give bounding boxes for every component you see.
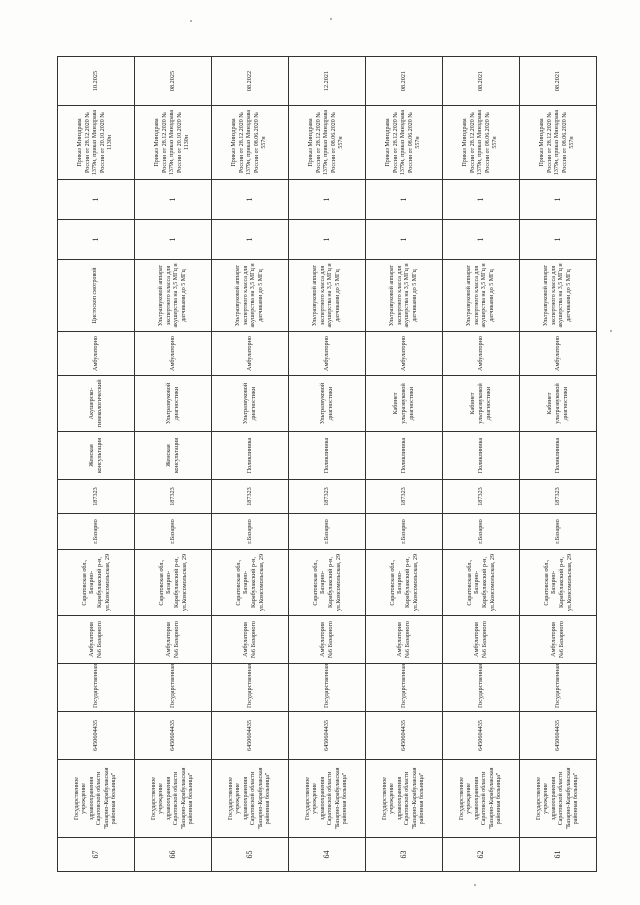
- cell-settlement: г.Базарно: [289, 514, 366, 550]
- record-row: [366, 57, 443, 872]
- cell-org: Государственное учреждение здравоохранения Саратовской области "Базарно-Карабулакская районная больница": [520, 760, 597, 838]
- cell-cabinet: Кабинет ультразвуковой диагностики: [520, 376, 597, 432]
- cell-order: Приказ Минздрава России от 28.12.2020 № 1379н, приказ Минздрава России от 08.06.2020 № 557н: [366, 106, 443, 180]
- cell-number: 63: [366, 838, 443, 872]
- cell-order: Приказ Минздрава России от 28.12.2020 № 1379н, приказ Минздрава России от 08.06.2020 № 557н: [520, 106, 597, 180]
- cell-address: Саратовская обл., Базарно-Карабулакский р-н, ул.Комсомольская, 29: [58, 550, 135, 616]
- cell-cabinet: Ультразвуковой диагностики: [212, 376, 289, 432]
- cell-settlement: г.Базарно: [520, 514, 597, 550]
- cell-number: 64: [289, 838, 366, 872]
- cell-device: Ультразвуковой аппарат экспертного класса для акушерства на 3,5 МГц и датчиками до 5 МГц: [212, 260, 289, 332]
- cell-org: Государственное учреждение здравоохранения Саратовской области "Базарно-Карабулакская районная больница": [366, 760, 443, 838]
- cell-settlement: г.Базарно: [366, 514, 443, 550]
- cell-care-type: Амбулаторно: [366, 332, 443, 376]
- cell-ownership: Государственная: [289, 664, 366, 712]
- cell-code: 187323: [212, 480, 289, 514]
- cell-ownership: Государственная: [212, 664, 289, 712]
- record-row: [135, 57, 212, 872]
- scan-speck: [474, 884, 476, 886]
- cell-number: 67: [58, 838, 135, 872]
- cell-device: Ультразвуковой аппарат экспертного класса для акушерства на 3,5 МГц и датчиками до 5 МГц: [366, 260, 443, 332]
- cell-date: 08.2021: [520, 57, 597, 106]
- cell-department: Поликлиника: [366, 432, 443, 480]
- record-row: [212, 57, 289, 872]
- cell-care-type: Амбулаторно: [443, 332, 520, 376]
- cell-department: Поликлиника: [520, 432, 597, 480]
- cell-inn: 6450604435: [58, 712, 135, 760]
- cell-cabinet: Ультразвуковой диагностики: [135, 376, 212, 432]
- cell-qty-present: 1: [520, 180, 597, 220]
- cell-org: Государственное учреждение здравоохранения Саратовской области "Базарно-Карабулакская районная больница": [58, 760, 135, 838]
- record-row: [289, 57, 366, 872]
- cell-care-type: Амбулаторно: [289, 332, 366, 376]
- cell-qty-required: 1: [135, 220, 212, 260]
- cell-device: Ультразвуковой аппарат экспертного класса для акушерства на 3,5 МГц и датчиками до 5 МГц: [135, 260, 212, 332]
- cell-department: Поликлиника: [443, 432, 520, 480]
- cell-settlement: г.Базарно: [443, 514, 520, 550]
- cell-unit: Амбулатория №6 Базарного: [289, 616, 366, 664]
- cell-cabinet: Ультразвуковой диагностики: [289, 376, 366, 432]
- cell-ownership: Государственная: [135, 664, 212, 712]
- cell-address: Саратовская обл., Базарно-Карабулакский р-н, ул.Комсомольская, 29: [289, 550, 366, 616]
- cell-unit: Амбулатория №6 Базарного: [443, 616, 520, 664]
- cell-order: Приказ Минздрава России от 28.12.2020 № 1379н, приказ Минздрава России от 20.10.2020 № 1130н: [58, 106, 135, 180]
- cell-unit: Амбулатория №6 Базарного: [58, 616, 135, 664]
- cell-code: 187323: [289, 480, 366, 514]
- cell-address: Саратовская обл., Базарно-Карабулакский р-н, ул.Комсомольская, 29: [443, 550, 520, 616]
- cell-org: Государственное учреждение здравоохранения Саратовской области "Базарно-Карабулакская районная больница": [289, 760, 366, 838]
- cell-qty-required: 1: [289, 220, 366, 260]
- cell-order: Приказ Минздрава России от 28.12.2020 № 1379н, приказ Минздрава России от 08.06.2020 № 557н: [443, 106, 520, 180]
- cell-unit: Амбулатория №6 Базарного: [366, 616, 443, 664]
- cell-date: 10.2025: [58, 57, 135, 106]
- cell-care-type: Амбулаторно: [58, 332, 135, 376]
- cell-date: 08.2021: [443, 57, 520, 106]
- cell-ownership: Государственная: [520, 664, 597, 712]
- cell-device: Ультразвуковой аппарат экспертного класса для акушерства на 3,5 МГц и датчиками до 5 МГц: [443, 260, 520, 332]
- cell-ownership: Государственная: [443, 664, 520, 712]
- cell-order: Приказ Минздрава России от 28.12.2020 № 1379н, приказ Минздрава России от 08.06.2020 № 557н: [212, 106, 289, 180]
- cell-unit: Амбулатория №6 Базарного: [520, 616, 597, 664]
- cell-cabinet: Кабинет ультразвуковой диагностики: [366, 376, 443, 432]
- cell-qty-present: 1: [135, 180, 212, 220]
- cell-inn: 6450604435: [366, 712, 443, 760]
- cell-date: 08.2022: [212, 57, 289, 106]
- cell-qty-required: 1: [212, 220, 289, 260]
- cell-address: Саратовская обл., Базарно-Карабулакский р-н, ул.Комсомольская, 29: [135, 550, 212, 616]
- cell-unit: Амбулатория №6 Базарного: [135, 616, 212, 664]
- cell-order: Приказ Минздрава России от 28.12.2020 № 1379н, приказ Минздрава России от 20.10.2020 № 1130н: [135, 106, 212, 180]
- record-row: [58, 57, 135, 872]
- cell-qty-required: 1: [443, 220, 520, 260]
- cell-device: Ультразвуковой аппарат экспертного класса для акушерства на 3,5 МГц и датчиками до 5 МГц: [289, 260, 366, 332]
- cell-settlement: г.Базарно: [58, 514, 135, 550]
- cell-org: Государственное учреждение здравоохранения Саратовской области "Базарно-Карабулакская районная больница": [212, 760, 289, 838]
- cell-number: 62: [443, 838, 520, 872]
- cell-code: 187323: [58, 480, 135, 514]
- scan-speck: [190, 20, 192, 22]
- cell-org: Государственное учреждение здравоохранения Саратовской области "Базарно-Карабулакская районная больница": [135, 760, 212, 838]
- scan-speck: [330, 18, 332, 20]
- cell-code: 187323: [520, 480, 597, 514]
- cell-qty-required: 1: [366, 220, 443, 260]
- cell-qty-required: 1: [58, 220, 135, 260]
- cell-qty-present: 1: [58, 180, 135, 220]
- cell-device: Ультразвуковой аппарат экспертного класса для акушерства на 3,5 МГц и датчиками до 5 МГц: [520, 260, 597, 332]
- cell-code: 187323: [366, 480, 443, 514]
- cell-org: Государственное учреждение здравоохранения Саратовской области "Базарно-Карабулакская районная больница": [443, 760, 520, 838]
- cell-ownership: Государственная: [58, 664, 135, 712]
- cell-department: Женская консультация: [58, 432, 135, 480]
- scan-speck: [610, 330, 612, 332]
- cell-date: 08.2025: [135, 57, 212, 106]
- cell-care-type: Амбулаторно: [520, 332, 597, 376]
- cell-qty-required: 1: [520, 220, 597, 260]
- cell-unit: Амбулатория №6 Базарного: [212, 616, 289, 664]
- cell-qty-present: 1: [366, 180, 443, 220]
- cell-qty-present: 1: [443, 180, 520, 220]
- cell-ownership: Государственная: [366, 664, 443, 712]
- cell-department: Поликлиника: [212, 432, 289, 480]
- rotated-equipment-table: [57, 57, 597, 872]
- cell-order: Приказ Минздрава России от 28.12.2020 № 1379н, приказ Минздрава России от 08.06.2020 № 557н: [289, 106, 366, 180]
- cell-inn: 6450604435: [212, 712, 289, 760]
- cell-address: Саратовская обл., Базарно-Карабулакский р-н, ул.Комсомольская, 29: [366, 550, 443, 616]
- record-row: [443, 57, 520, 872]
- cell-cabinet: Акушерско-гинекологический: [58, 376, 135, 432]
- cell-address: Саратовская обл., Базарно-Карабулакский р-н, ул.Комсомольская, 29: [520, 550, 597, 616]
- cell-inn: 6450604435: [289, 712, 366, 760]
- cell-code: 187323: [135, 480, 212, 514]
- cell-inn: 6450604435: [520, 712, 597, 760]
- cell-number: 61: [520, 838, 597, 872]
- cell-device: Цистоскоп смотровой: [58, 260, 135, 332]
- cell-settlement: г.Базарно: [135, 514, 212, 550]
- cell-settlement: г.Базарно: [212, 514, 289, 550]
- cell-inn: 6450604435: [135, 712, 212, 760]
- record-row: [520, 57, 597, 872]
- cell-care-type: Амбулаторно: [212, 332, 289, 376]
- cell-inn: 6450604435: [443, 712, 520, 760]
- cell-qty-present: 1: [289, 180, 366, 220]
- cell-qty-present: 1: [212, 180, 289, 220]
- cell-care-type: Амбулаторно: [135, 332, 212, 376]
- equipment-table: [57, 56, 597, 872]
- cell-number: 66: [135, 838, 212, 872]
- cell-number: 65: [212, 838, 289, 872]
- cell-cabinet: Кабинет ультразвуковой диагностики: [443, 376, 520, 432]
- cell-address: Саратовская обл., Базарно-Карабулакский р-н, ул.Комсомольская, 29: [212, 550, 289, 616]
- cell-department: Поликлиника: [289, 432, 366, 480]
- cell-date: 12.2021: [289, 57, 366, 106]
- cell-code: 187323: [443, 480, 520, 514]
- cell-date: 08.2021: [366, 57, 443, 106]
- cell-department: Женская консультация: [135, 432, 212, 480]
